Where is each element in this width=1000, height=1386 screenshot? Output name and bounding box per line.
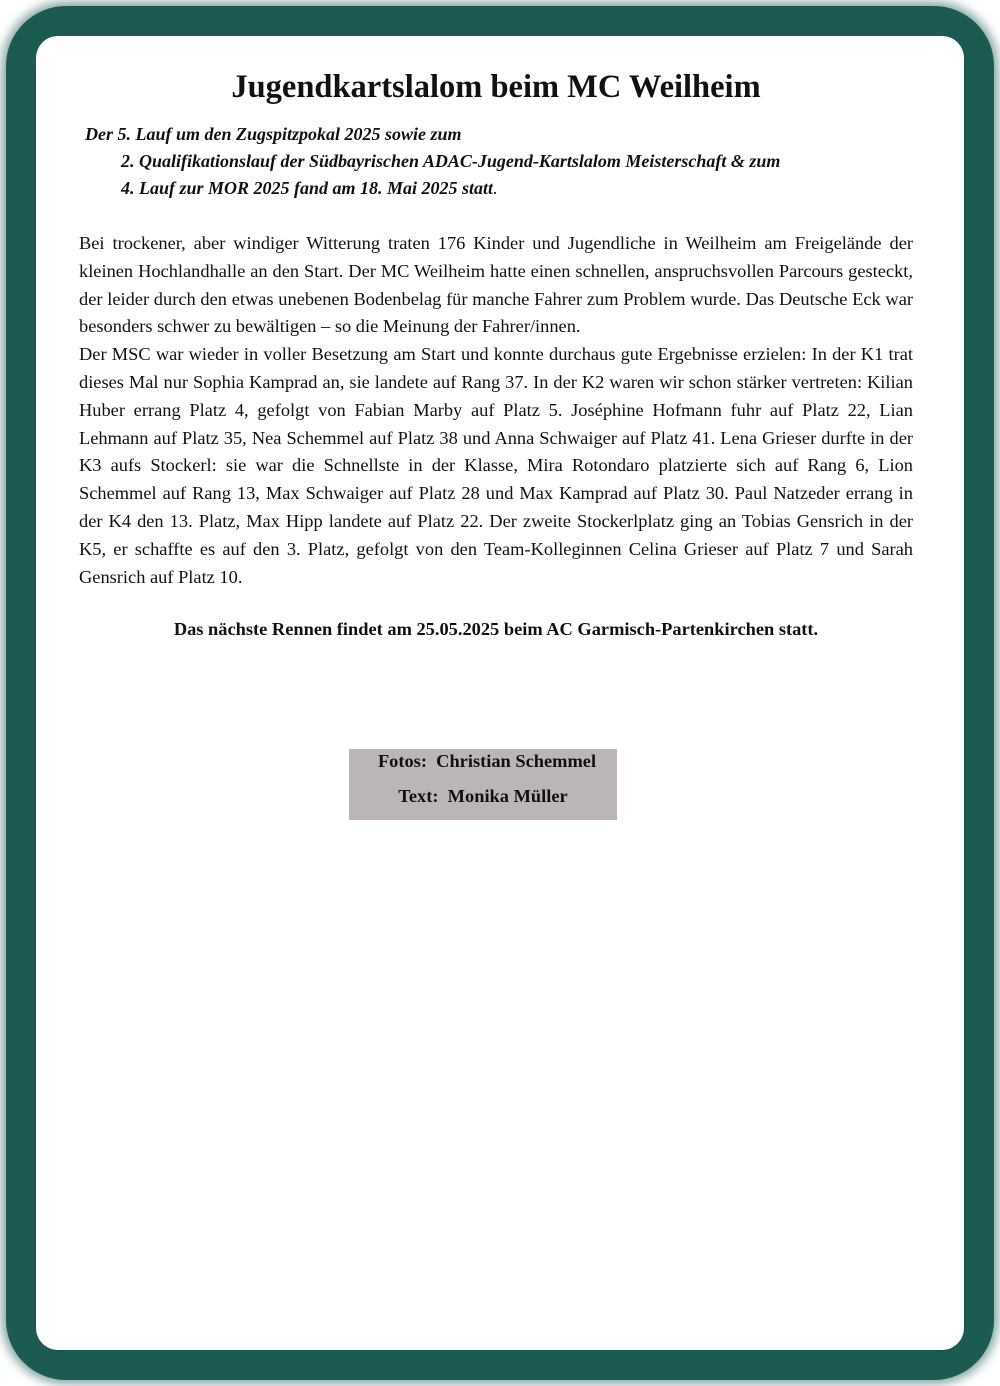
article-subtitle [79,121,913,202]
text-credit: Text: Monika Müller [398,786,568,806]
article-paragraph: Der MSC war wieder in voller Besetzung am Start und konnte durchaus gute Ergebnisse erzielen: In der K1 trat dieses Mal nur Sophia Kamprad an, sie landete auf Rang 37. In der K2 waren wir schon stärker vertreten: Kilian Huber errang Platz 4, gefolgt von Fabian Marby auf Platz 5. Joséphine Hofmann fuhr auf Platz 22, Lian Lehmann auf Platz 35, Nea Schemmel auf Platz 38 und Anna Schwaiger auf Platz 41. Lena Grieser durfte in der K3 aufs Stockerl: sie war die Schnellste in der Klasse, Mira Rotondaro platzierte sich auf Rang 6, Lion Schemmel auf Rang 13, Max Schwaiger auf Platz 28 und Max Kamprad auf Platz 30. Paul Natzeder errang in der K4 den 13. Platz, Max Hipp landete auf Platz 22. Der zweite Stockerlplatz ging an Tobias Gensrich in der K5, er schaffte es auf den 3. Platz, gefolgt von den Team-Kolleginnen Celina Grieser auf Platz 7 und Sarah Gensrich auf Platz 10. [79,344,913,587]
next-race-announcement: Das nächste Rennen findet am 25.05.2025 beim AC Garmisch-Partenkirchen statt. [173,619,819,640]
subtitle-line-3-text: 4. Lauf zur MOR 2025 fand am 18. Mai 2025 statt [121,178,494,198]
subtitle-line-2: 2. Qualifikationslauf der Südbayrischen ADAC-Jugend-Kartslalom Meisterschaft & zum [121,151,781,171]
article-paragraph: Bei trockener, aber windiger Witterung traten 176 Kinder und Jugendliche in Weilheim am Freigelände der kleinen Hochlandhalle an den Start. Der MC Weilheim hatte einen schnellen, anspruchsvollen Parcours gesteckt, der leider durch den etwas unebenen Bodenbelag für manche Fahrer zum Problem wurde. Das Deutsche Eck war besonders schwer zu bewältigen – so die Meinung der Fahrer/innen. [79,233,913,337]
article [79,60,913,643]
photo-credit: Fotos: Christian Schemmel [377,751,597,771]
subtitle-line-1: Der 5. Lauf um den Zugspitzpokal 2025 sowie zum [85,124,462,144]
subtitle-line-3 [79,175,913,202]
article-body [79,230,913,591]
article-title: Jugendkartslalom beim MC Weilheim [231,69,761,105]
credits-box [349,749,617,820]
subtitle-line-3-period: . [493,178,498,198]
